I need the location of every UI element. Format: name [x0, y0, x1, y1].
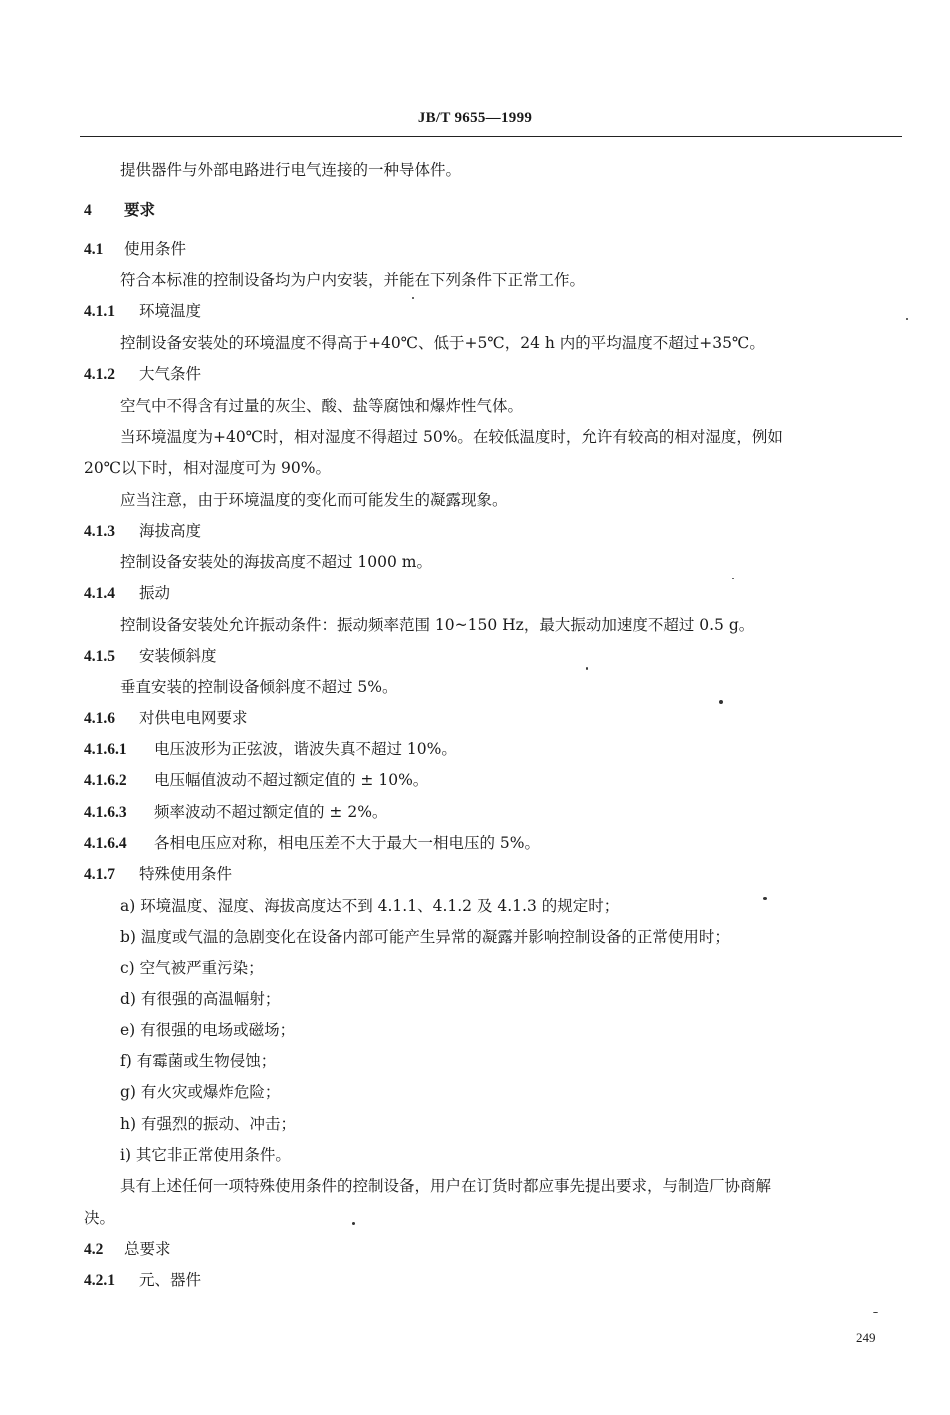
header-rule	[80, 136, 902, 137]
body-text: 控制设备安装处的环境温度不得高于+40℃、低于+5℃，24 h 内的平均温度不超过+35℃。	[120, 334, 765, 352]
section-heading	[84, 521, 201, 542]
section-number: 4.1.1	[84, 303, 115, 320]
scan-speck	[763, 897, 767, 900]
list-item: c) 空气被严重污染；	[120, 959, 264, 977]
scan-speck	[412, 297, 414, 299]
list-item: g) 有火灾或爆炸危险；	[120, 1083, 281, 1101]
clause-text: 频率波动不超过额定值的 ± 2%。	[154, 803, 388, 821]
body-text: 控制设备安装处允许振动条件：振动频率范围 10~150 Hz，最大振动加速度不超过 0.5 g。	[120, 616, 755, 634]
clause-number: 4.1.6.1	[84, 741, 127, 758]
scan-speck	[719, 700, 723, 704]
section-title: 总要求	[124, 1240, 171, 1258]
body-text: 具有上述任何一项特殊使用条件的控制设备，用户在订货时都应事先提出要求，与制造厂协商解	[120, 1177, 772, 1195]
section-title: 安装倾斜度	[139, 647, 217, 665]
section-number: 4.1	[84, 241, 104, 258]
section-title: 海拔高度	[139, 522, 202, 540]
section-title: 环境温度	[139, 302, 202, 320]
body-text: 符合本标准的控制设备均为户内安装，并能在下列条件下正常工作。	[120, 271, 586, 289]
section-title: 元、器件	[139, 1271, 202, 1289]
clause-text: 电压波形为正弦波，谐波失真不超过 10%。	[154, 740, 457, 758]
section-heading	[84, 200, 155, 221]
section-title: 对供电电网要求	[139, 709, 248, 727]
section-number: 4	[84, 202, 92, 219]
list-item: b) 温度或气温的急剧变化在设备内部可能产生异常的凝露并影响控制设备的正常使用时；	[120, 928, 730, 946]
body-text: 提供器件与外部电路进行电气连接的一种导体件。	[120, 161, 462, 179]
section-heading	[84, 1270, 201, 1291]
section-heading	[84, 583, 170, 604]
section-heading	[84, 864, 232, 885]
clause	[84, 802, 387, 823]
list-item: d) 有很强的高温幅射；	[120, 990, 281, 1008]
section-number: 4.1.7	[84, 866, 115, 883]
clause	[84, 770, 428, 791]
section-number: 4.1.6	[84, 710, 115, 727]
section-title: 大气条件	[139, 365, 202, 383]
body-text: 控制设备安装处的海拔高度不超过 1000 m。	[120, 553, 432, 571]
scan-speck	[732, 578, 734, 579]
section-number: 4.1.5	[84, 648, 115, 665]
clause	[84, 739, 457, 760]
section-heading	[84, 239, 186, 260]
standard-header: JB/T 9655—1999	[417, 110, 533, 126]
list-item: a) 环境温度、湿度、海拔高度达不到 4.1.1、4.1.2 及 4.1.3 的规定时；	[120, 897, 620, 915]
list-item: h) 有强烈的振动、冲击；	[120, 1115, 296, 1133]
list-item: e) 有很强的电场或磁场；	[120, 1021, 296, 1039]
clause-text: 电压幅值波动不超过额定值的 ± 10%。	[154, 771, 429, 789]
body-text: 垂直安装的控制设备倾斜度不超过 5%。	[120, 678, 398, 696]
body-text: 空气中不得含有过量的灰尘、酸、盐等腐蚀和爆炸性气体。	[120, 397, 524, 415]
section-number: 4.2	[84, 1241, 104, 1258]
list-item: f) 有霉菌或生物侵蚀；	[120, 1052, 277, 1070]
section-heading	[84, 708, 248, 729]
scan-speck	[906, 318, 908, 320]
section-heading	[84, 646, 217, 667]
clause-text: 各相电压应对称，相电压差不大于最大一相电压的 5%。	[154, 834, 541, 852]
section-title: 使用条件	[124, 240, 187, 258]
page-number: 249	[856, 1330, 876, 1345]
clause	[84, 833, 540, 854]
section-heading	[84, 301, 201, 322]
scan-speck	[586, 667, 588, 670]
scan-speck	[352, 1222, 355, 1225]
body-text: 当环境温度为+40℃时，相对湿度不得超过 50%。在较低温度时，允许有较高的相对湿度，例如	[120, 428, 783, 446]
body-text: 决。	[84, 1209, 116, 1227]
section-number: 4.2.1	[84, 1272, 115, 1289]
section-title: 特殊使用条件	[139, 865, 233, 883]
section-heading	[84, 364, 201, 385]
body-text: 应当注意，由于环境温度的变化而可能发生的凝露现象。	[120, 491, 508, 509]
list-item: i) 其它非正常使用条件。	[120, 1146, 291, 1164]
body-text: 20℃以下时，相对湿度可为 90%。	[84, 459, 331, 477]
section-heading	[84, 1239, 171, 1260]
clause-number: 4.1.6.3	[84, 804, 127, 821]
scan-speck	[873, 1312, 878, 1313]
section-number: 4.1.3	[84, 523, 115, 540]
section-title: 振动	[139, 584, 171, 602]
clause-number: 4.1.6.4	[84, 835, 127, 852]
clause-number: 4.1.6.2	[84, 772, 127, 789]
section-number: 4.1.2	[84, 366, 115, 383]
section-number: 4.1.4	[84, 585, 115, 602]
section-title: 要求	[124, 200, 156, 219]
